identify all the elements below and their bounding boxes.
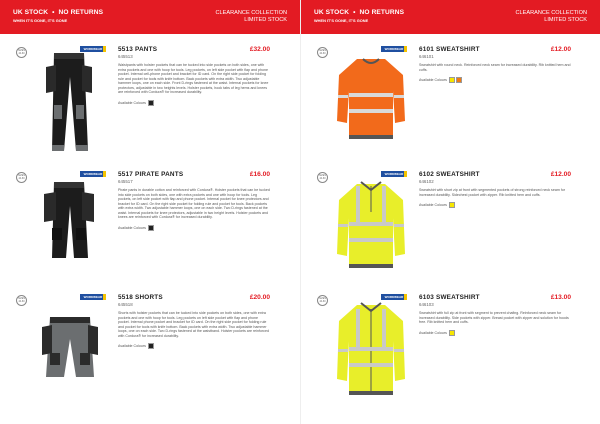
colours-label: Available Colours <box>419 78 447 82</box>
title-row <box>419 171 571 178</box>
available-colours <box>118 343 270 349</box>
product-code: 646102 <box>419 179 434 184</box>
product-price: £20.00 <box>249 294 270 301</box>
size-badge: SIZES 44-60 <box>317 47 328 58</box>
top-banner <box>301 0 600 34</box>
no-returns-label: NO RETURNS <box>359 9 405 16</box>
product-price: £32.00 <box>249 46 270 53</box>
colour-swatch-yellow[interactable] <box>449 330 455 336</box>
colours-label: Available Colours <box>118 225 146 230</box>
uk-stock-label: UK STOCK <box>13 9 49 16</box>
brand-logo: WORKWEAR <box>381 46 407 52</box>
product-info <box>419 46 571 83</box>
available-colours <box>419 77 571 83</box>
available-colours <box>419 202 571 208</box>
product-code: 646101 <box>419 54 434 59</box>
colours-label: Available Colours <box>118 344 146 348</box>
colour-swatch-yellow[interactable] <box>449 202 455 208</box>
banner-left <box>314 9 404 23</box>
uk-stock-label: UK STOCK <box>314 9 350 16</box>
size-badge: SIZES 44-60 <box>16 172 27 183</box>
product-price: £13.00 <box>550 294 571 301</box>
colours-label: Available Colours <box>419 330 447 335</box>
product-info <box>118 171 270 231</box>
banner-separator: • <box>353 9 356 16</box>
shorts-image <box>32 295 108 405</box>
banner-subline: WHEN IT'S GONE, IT'S GONE <box>13 18 68 23</box>
product-5518[interactable] <box>0 288 300 408</box>
colour-swatch-yellow[interactable] <box>449 77 455 83</box>
clearance-line2: LIMITED STOCK <box>244 17 287 23</box>
product-6102[interactable] <box>301 165 600 285</box>
banner-right <box>516 10 588 24</box>
banner-tag <box>314 9 404 16</box>
clearance-line2: LIMITED STOCK <box>544 17 587 23</box>
product-price: £16.00 <box>249 171 270 178</box>
brand-logo: WORKWEAR <box>381 294 407 300</box>
size-badge: SIZES 44-60 <box>317 172 328 183</box>
product-name: 5518 SHORTS <box>118 294 163 301</box>
top-banner <box>0 0 300 34</box>
size-badge: SIZES 44-60 <box>16 295 27 306</box>
size-badge: SIZES 44-60 <box>317 295 328 306</box>
colour-swatch-black[interactable] <box>148 100 154 106</box>
banner-separator: • <box>52 9 55 16</box>
product-info <box>419 294 571 336</box>
product-5517[interactable] <box>0 165 300 285</box>
product-code: 646103 <box>419 302 434 307</box>
banner-tag <box>13 9 103 16</box>
clearance-line1: CLEARANCE COLLECTION <box>515 10 587 16</box>
colours-label: Available Colours <box>419 203 447 207</box>
product-price: £12.00 <box>550 171 571 178</box>
colours-label: Available Colours <box>118 100 146 105</box>
yellow-halfzip-image <box>333 172 409 282</box>
product-description: Shorts with holster pockets that can be tucked into side pockets on both sides, one with extra pockets and one with hoop for tools. Leg pockets on left side pocket with flap and phone pocket. Internal phone pocket and bracket for ID card. On the right side pocket for folding rule and pocket for tools with knife bottom. Back pockets with extra width. Two adjustable hammer loops, one on each side. Two D-rings fastened at the waistband. Holster pockets are reinforced with Cordura® for increased durability. <box>118 311 269 338</box>
pants-image <box>32 47 108 157</box>
brand-logo: WORKWEAR <box>381 171 407 177</box>
available-colours <box>118 100 270 106</box>
product-code: 645517 <box>118 179 133 184</box>
product-description: Sweatshirt with short zip at front with segmented pockets of strong reinforced neck seam for increased durability. Sidechest pocket with zipper. Rib knitted hem and cuffs. <box>419 188 566 197</box>
clearance-line1: CLEARANCE COLLECTION <box>215 10 287 16</box>
title-row <box>419 46 571 53</box>
product-code: 645513 <box>118 54 133 59</box>
banner-left <box>13 9 103 23</box>
colour-swatch-black[interactable] <box>148 343 154 349</box>
product-description: Pirate pants in durable cotton and reinforced with Cordura®. Holster pockets that can be tucked into side pockets on both sides, one with extra pockets and one with hoop for tools. Leg pockets, on left side pocket with flap and phone pocket. Internal pocket for knee protectors and bracket for ID card. On the right side pocket for folding rule and pocket for tools. Back pockets with extra width. Two adjustable hammer loops, one on each side. Two D-rings fastened at the waist. Internal pockets for knee protectors, adjustable in two height levels. Holster pockets and knees are reinforced with Cordura® for increased durability. <box>118 188 270 219</box>
product-name: 5513 PANTS <box>118 46 158 53</box>
right-page <box>300 0 600 424</box>
colour-swatch-orange[interactable] <box>456 77 462 83</box>
no-returns-label: NO RETURNS <box>58 9 104 16</box>
product-name: 6102 SWEATSHIRT <box>419 171 480 178</box>
orange-sweatshirt-image <box>333 47 409 157</box>
available-colours <box>419 330 571 336</box>
product-code: 645518 <box>118 302 133 307</box>
banner-right <box>216 10 288 24</box>
brand-logo: WORKWEAR <box>80 294 106 300</box>
title-row <box>118 46 270 53</box>
size-badge: SIZES 44-60 <box>16 47 27 58</box>
title-row <box>419 294 571 301</box>
product-info <box>118 46 270 106</box>
product-description: Sweatshirt with round neck. Reinforced neck seam for increased durability. Rib knitted hem and cuffs. <box>419 63 571 72</box>
product-6101[interactable] <box>301 40 600 160</box>
title-row <box>118 171 270 178</box>
product-description: Waistpants with holster pockets that can be tucked into side pockets on both sides, one with extra pockets and one with hoop for tools. Leg pockets, on left side pocket with flap and phone pocket. Internal cell-phone pocket and bracket for ID card. On the right side pocket for folding rule and pocket for tools with knife bottom. Back pockets with extra width. Two adjustable hammer loops, one on each side. Front D-rings fastened at the waist. Internal pockets for knee protectors, adjustable in two heights levels. Holster pockets, hook tabs of leg hems and knees are reinforced with Cordura® for increased durability. <box>118 63 269 94</box>
title-row <box>118 294 270 301</box>
colour-swatch-black[interactable] <box>148 225 154 231</box>
product-price: £12.00 <box>550 46 571 53</box>
available-colours <box>118 225 270 231</box>
product-info <box>118 294 270 349</box>
product-6103[interactable] <box>301 288 600 408</box>
yellow-fullzip-image <box>333 295 409 405</box>
banner-subline: WHEN IT'S GONE, IT'S GONE <box>314 18 369 23</box>
pirate-pants-image <box>32 172 108 282</box>
product-name: 6101 SWEATSHIRT <box>419 46 480 53</box>
product-name: 5517 PIRATE PANTS <box>118 171 184 178</box>
product-info <box>419 171 571 208</box>
product-description: Sweatshirt with full zip at front with segment to prevent chafing. Reinforced neck seam for increased durability. Side pockets with zipper. Breast pocket with zipper and solution for hoods free. Rib knitted hem and cuffs. <box>419 311 569 324</box>
brand-logo: WORKWEAR <box>80 46 106 52</box>
brand-logo: WORKWEAR <box>80 171 106 177</box>
product-name: 6103 SWEATSHIRT <box>419 294 480 301</box>
product-5513[interactable] <box>0 40 300 160</box>
